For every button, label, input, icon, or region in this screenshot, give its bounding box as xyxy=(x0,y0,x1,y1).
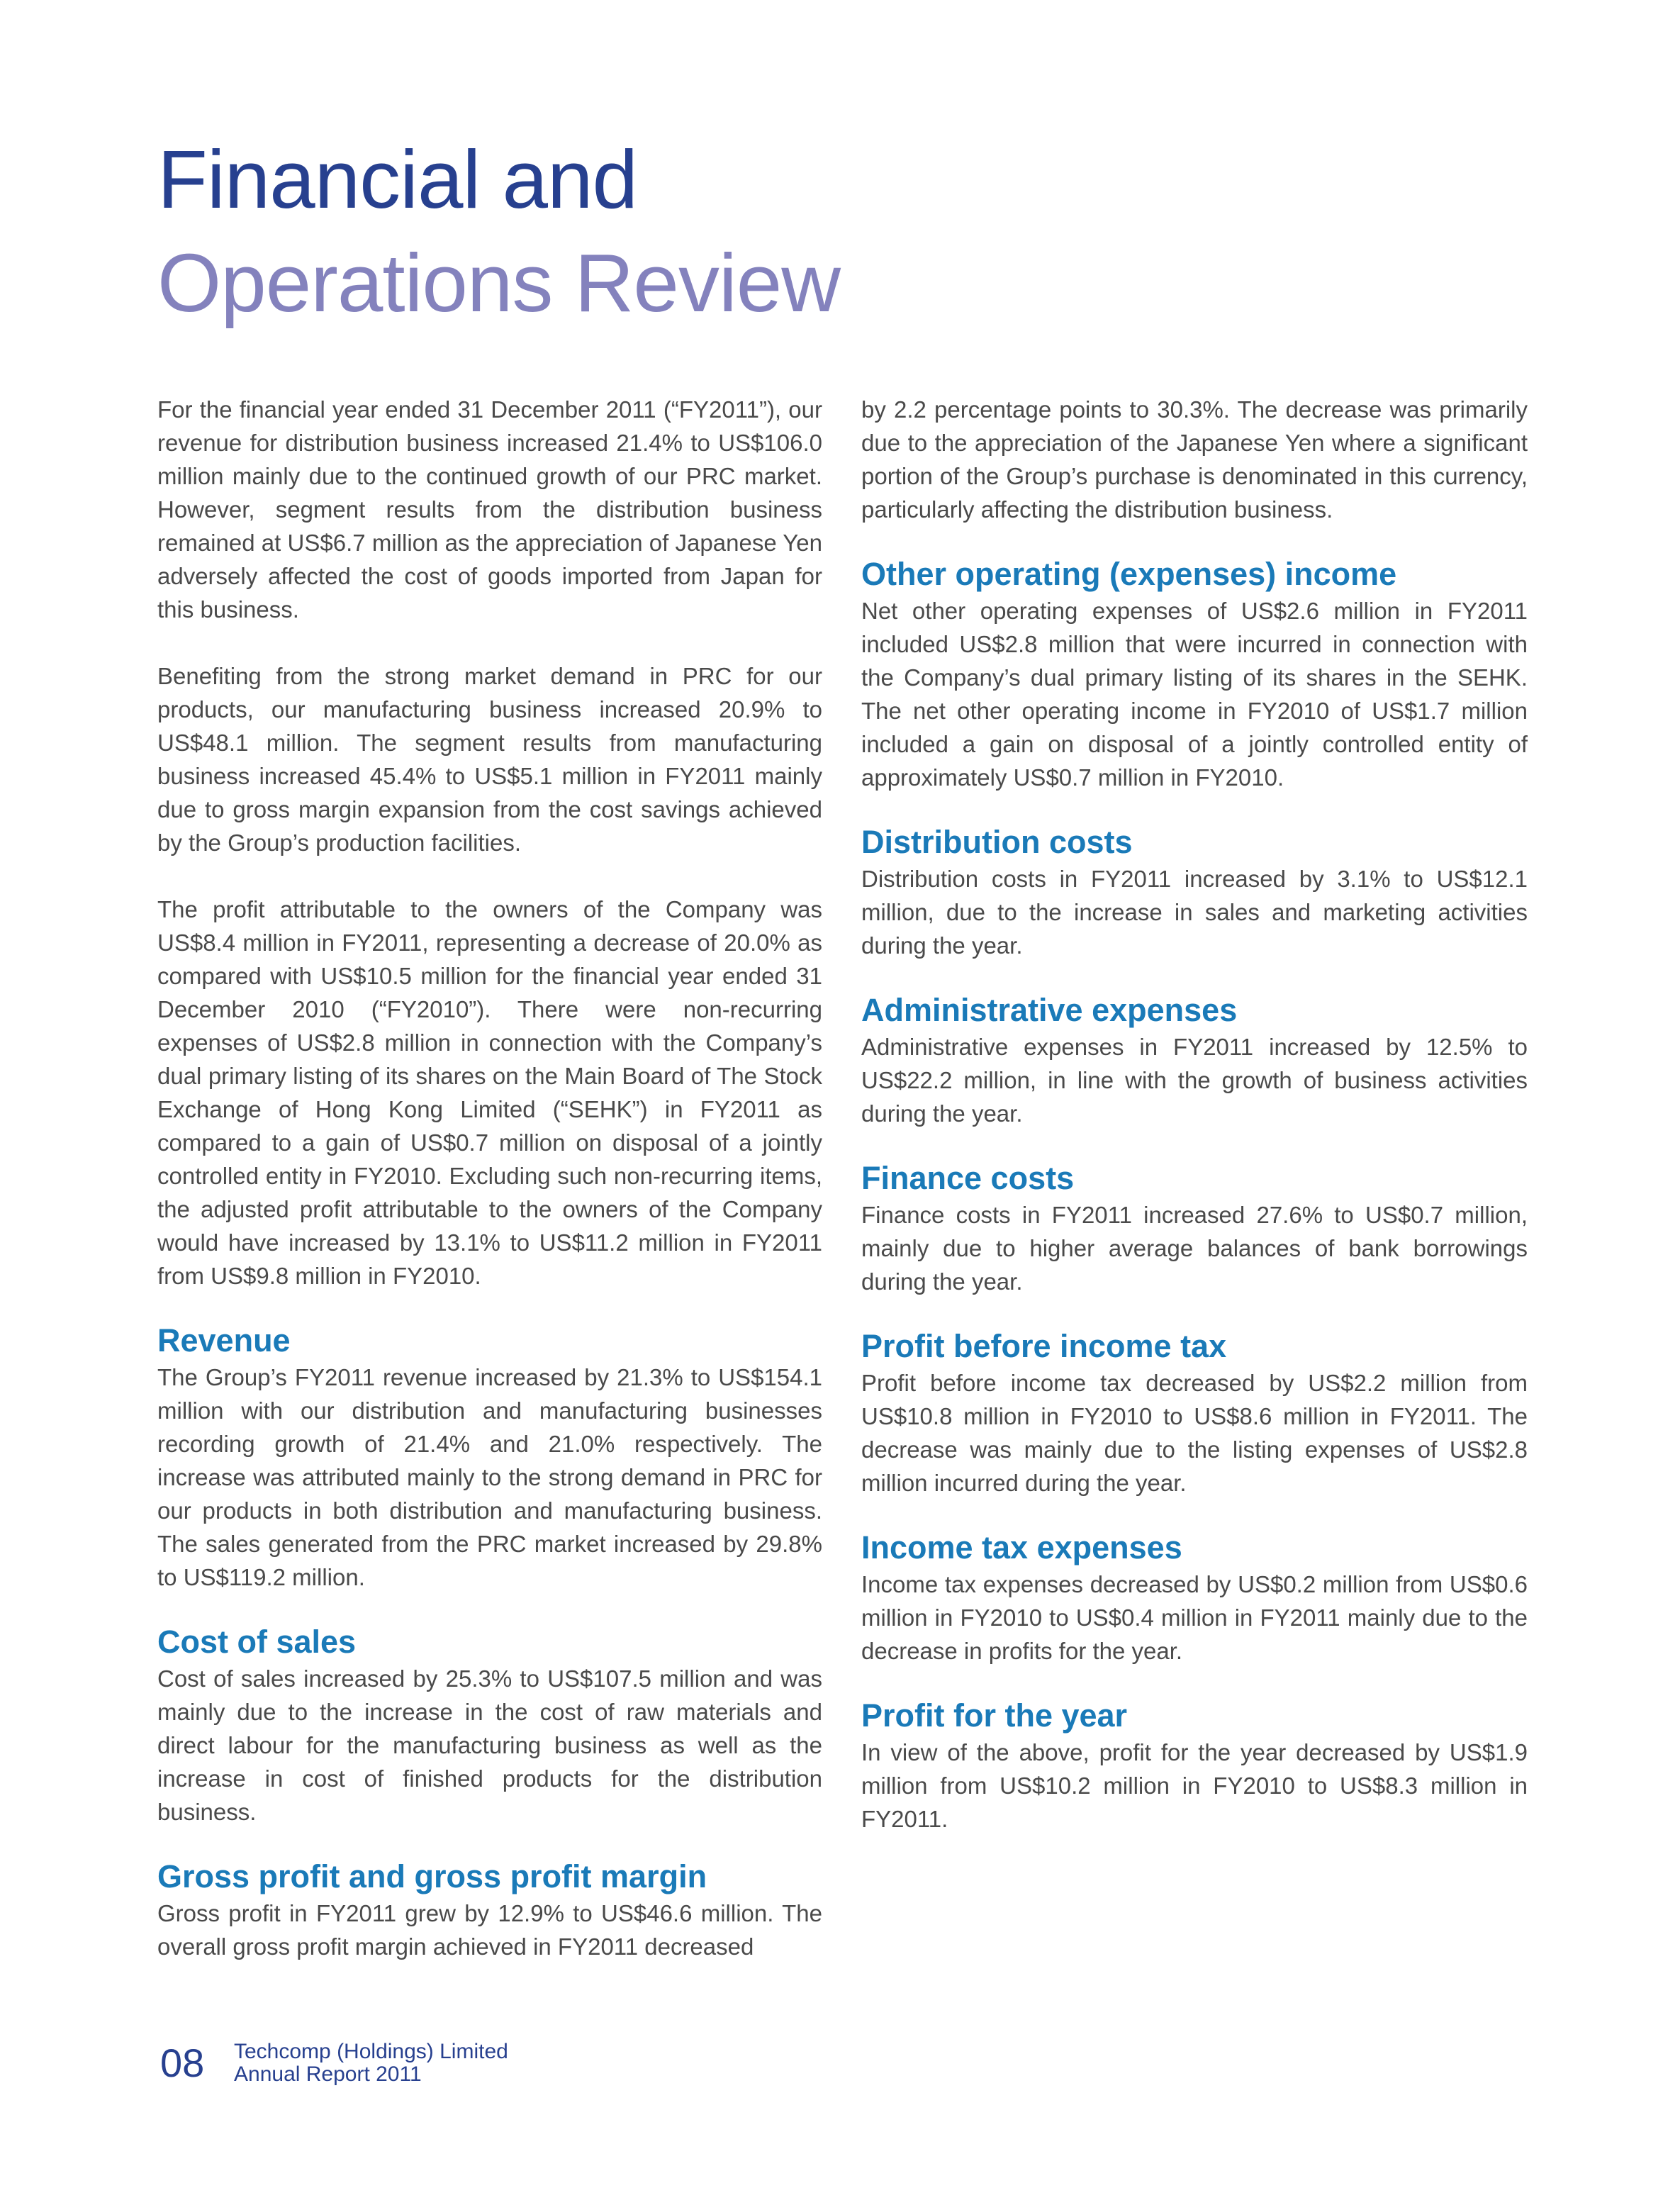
profit-for-year-heading: Profit for the year xyxy=(861,1697,1128,1734)
cost-of-sales-heading: Cost of sales xyxy=(157,1624,357,1660)
income-tax-paragraph: Income tax expenses decreased by US$0.2 million from US$0.6 million in FY2010 to US$0.4 million in FY2011 mainly due to the decrease in profits for the year. xyxy=(861,1571,1528,1664)
administrative-expenses-heading: Administrative expenses xyxy=(861,992,1238,1028)
profit-before-tax-heading: Profit before income tax xyxy=(861,1328,1227,1364)
intro-paragraph-3: The profit attributable to the owners of the Company was US$8.4 million in FY2011, representing a decrease of 20.0% as compared with US$10.5 million for the financial year ended 31 December 2010 (“FY2010”). There were non-recurring expenses of US$2.8 million in connection with the Company’s dual primary listing of its shares on the Main Board of The Stock Exchange of Hong Kong Limited (“SEHK”) in FY2011 as compared to a gain of US$0.7 million on disposal of a jointly controlled entity in FY2010. Excluding such non-recurring items, the adjusted profit attributable to the owners of the Company would have increased by 13.1% to US$11.2 million in FY2011 from US$9.8 million in FY2010. xyxy=(157,896,822,1289)
distribution-costs-paragraph: Distribution costs in FY2011 increased by 3.1% to US$12.1 million, due to the increase in sales and marketing activities during the year. xyxy=(861,866,1528,959)
administrative-expenses-paragraph: Administrative expenses in FY2011 increased by 12.5% to US$22.2 million, in line with the growth of business activities during the year. xyxy=(861,1034,1528,1127)
right-column xyxy=(861,393,1528,1836)
page-number: 08 xyxy=(160,2041,205,2085)
finance-costs-heading: Finance costs xyxy=(861,1160,1075,1196)
income-tax-heading: Income tax expenses xyxy=(861,1529,1182,1565)
profit-before-tax-paragraph: Profit before income tax decreased by US$2.2 million from US$10.8 million in FY2010 to US$8.6 million in FY2011. The decrease was mainly due to the listing expenses of US$2.8 million incurred during the year. xyxy=(861,1370,1528,1496)
gross-profit-heading: Gross profit and gross profit margin xyxy=(157,1858,707,1894)
revenue-heading: Revenue xyxy=(157,1322,291,1358)
finance-costs-paragraph: Finance costs in FY2011 increased 27.6% to US$0.7 million, mainly due to higher average balances of bank borrowings during the year. xyxy=(861,1202,1528,1295)
other-operating-heading: Other operating (expenses) income xyxy=(861,556,1397,592)
footer-company-name: Techcomp (Holdings) Limited xyxy=(234,2040,508,2063)
profit-for-year-paragraph: In view of the above, profit for the year decreased by US$1.9 million from US$10.2 million in FY2010 to US$8.3 million in FY2011. xyxy=(861,1739,1528,1832)
page-title-line2: Operations Review xyxy=(157,237,840,329)
page-title xyxy=(157,128,840,335)
revenue-paragraph: The Group’s FY2011 revenue increased by 21.3% to US$154.1 million with our distribution and manufacturing businesses recording growth of 21.4% and 21.0% respectively. The increase was attributed mainly to the strong demand in PRC for our products in both distribution and manufacturing business. The sales generated from the PRC market increased by 29.8% to US$119.2 million. xyxy=(157,1364,822,1590)
intro-paragraph-2: Benefiting from the strong market demand in PRC for our products, our manufacturing business increased 20.9% to US$48.1 million. The segment results from manufacturing business increased 45.4% to US$5.1 million in FY2011 mainly due to gross margin expansion from the cost savings achieved by the Group’s production facilities. xyxy=(157,663,822,856)
gross-profit-continued-paragraph: by 2.2 percentage points to 30.3%. The decrease was primarily due to the appreciation of the Japanese Yen where a significant portion of the Group’s purchase is denominated in this currency, particularly affecting the distribution business. xyxy=(861,396,1528,523)
left-column xyxy=(157,393,822,1963)
gross-profit-paragraph: Gross profit in FY2011 grew by 12.9% to US$46.6 million. The overall gross profit margin achieved in FY2011 decreased xyxy=(157,1900,822,1960)
page-title-line1: Financial and xyxy=(157,133,637,225)
distribution-costs-heading: Distribution costs xyxy=(861,824,1133,860)
other-operating-paragraph: Net other operating expenses of US$2.6 million in FY2011 included US$2.8 million that were incurred in connection with the Company’s dual primary listing of its shares in the SEHK. The net other operating income in FY2010 of US$1.7 million included a gain on disposal of a jointly controlled entity of approximately US$0.7 million in FY2010. xyxy=(861,598,1528,791)
footer-report-title: Annual Report 2011 xyxy=(234,2063,422,2086)
cost-of-sales-paragraph: Cost of sales increased by 25.3% to US$107.5 million and was mainly due to the increase in the cost of raw materials and direct labour for the manufacturing business as well as the increase in cost of finished products for the distribution business. xyxy=(157,1665,822,1825)
intro-paragraph-1: For the financial year ended 31 December 2011 (“FY2011”), our revenue for distribution business increased 21.4% to US$106.0 million mainly due to the continued growth of our PRC market. However, segment results from the distribution business remained at US$6.7 million as the appreciation of Japanese Yen adversely affected the cost of goods imported from Japan for this business. xyxy=(157,396,822,623)
